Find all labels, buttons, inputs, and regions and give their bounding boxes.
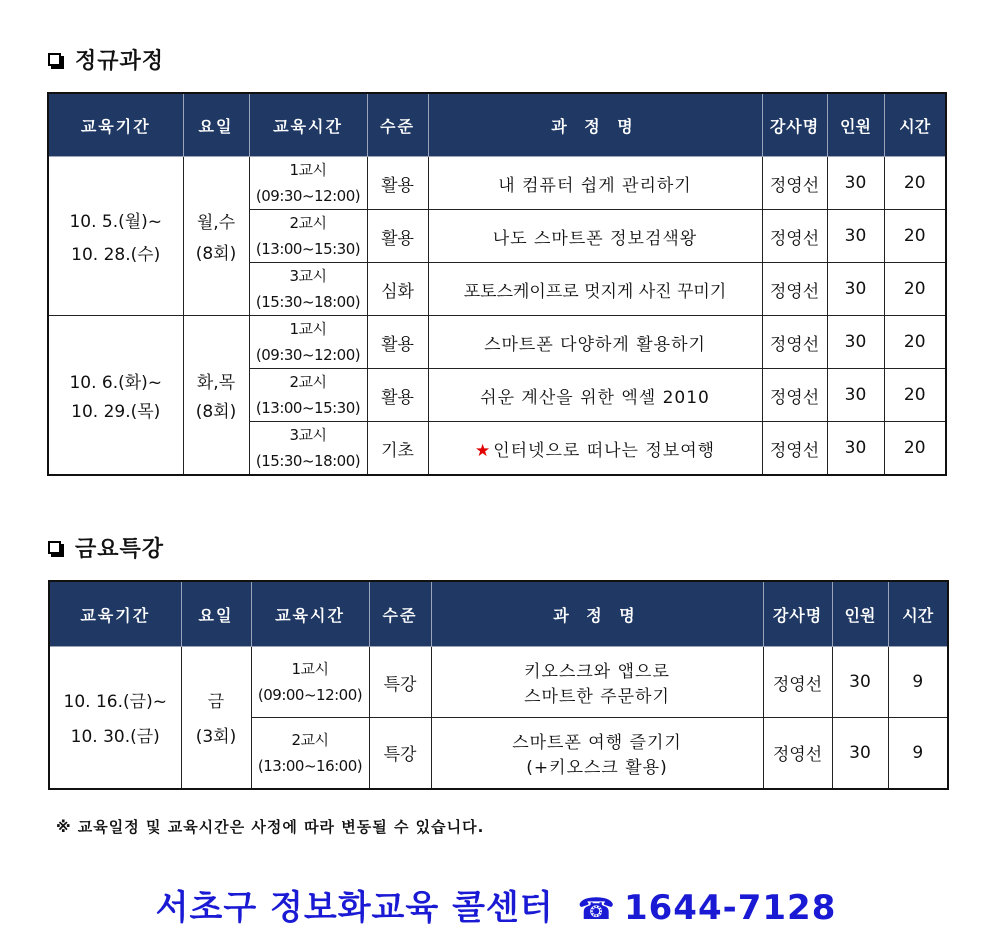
class-time: (09:30~12:00)	[255, 187, 361, 205]
hours-cell: 20	[884, 210, 946, 263]
level-cell: 특강	[369, 718, 431, 789]
header-course: 과 정 명	[428, 93, 762, 157]
header-hours: 시간	[884, 93, 946, 157]
instructor-cell: 정영선	[762, 157, 827, 210]
course-name-line1: 키오스크와 앱으로	[524, 662, 670, 682]
days-label: 화,목	[196, 373, 236, 393]
class-number: 1교시	[291, 660, 329, 678]
call-center-name: 서초구 정보화교육 콜센터	[155, 888, 554, 928]
level-cell: 활용	[367, 210, 428, 263]
capacity-cell: 30	[827, 157, 884, 210]
schedule-change-note: ※ 교육일정 및 교육시간은 사정에 따라 변동될 수 있습니다.	[56, 818, 485, 836]
class-time: (09:00~12:00)	[257, 686, 363, 704]
hours-cell: 9	[888, 718, 948, 789]
class-time-cell	[251, 718, 369, 789]
capacity-cell: 30	[827, 316, 884, 369]
capacity-cell: 30	[827, 210, 884, 263]
course-name-cell	[431, 718, 763, 789]
instructor-cell: 정영선	[762, 263, 827, 316]
course-name: 쉬운 계산을 위한 엑셀 2010	[428, 369, 762, 422]
header-days: 요일	[183, 93, 249, 157]
header-capacity: 인원	[832, 581, 888, 647]
regular-header-row	[48, 93, 946, 157]
level-cell: 활용	[367, 157, 428, 210]
hours-cell: 20	[884, 369, 946, 422]
header-time: 교육시간	[249, 93, 367, 157]
regular-title-text: 정규과정	[75, 49, 165, 74]
header-capacity: 인원	[827, 93, 884, 157]
course-name: 포토스케이프로 멋지게 사진 꾸미기	[428, 263, 762, 316]
hours-cell: 9	[888, 647, 948, 718]
instructor-cell: 정영선	[762, 369, 827, 422]
class-number: 3교시	[289, 267, 327, 285]
class-time-cell	[249, 316, 367, 369]
class-number: 1교시	[289, 320, 327, 338]
period-start: 10. 6.(화)~	[69, 373, 163, 393]
course-name-cell	[431, 647, 763, 718]
class-time: (15:30~18:00)	[255, 293, 361, 311]
class-time: (13:00~15:30)	[255, 399, 361, 417]
instructor-cell: 정영선	[762, 316, 827, 369]
days-cell	[181, 647, 251, 789]
period-cell	[48, 316, 183, 476]
friday-title-text: 금요특강	[75, 537, 165, 562]
class-number: 2교시	[289, 214, 327, 232]
class-time: (13:00~15:30)	[255, 240, 361, 258]
header-hours: 시간	[888, 581, 948, 647]
class-time: (15:30~18:00)	[255, 452, 361, 470]
period-start: 10. 5.(월)~	[69, 212, 163, 232]
square-bullet-icon	[48, 53, 61, 66]
course-name: 인터넷으로 떠나는 정보여행	[493, 440, 716, 461]
header-time: 교육시간	[251, 581, 369, 647]
instructor-cell: 정영선	[762, 422, 827, 476]
header-period: 교육기간	[49, 581, 181, 647]
phone-icon: ☎	[577, 892, 616, 927]
class-time-cell	[249, 369, 367, 422]
header-course: 과 정 명	[431, 581, 763, 647]
level-cell: 활용	[367, 316, 428, 369]
course-name: 내 컴퓨터 쉽게 관리하기	[428, 157, 762, 210]
call-center-phone: 1644-7128	[623, 888, 837, 928]
session-count: (8회)	[195, 402, 237, 422]
level-cell: 활용	[367, 369, 428, 422]
class-number: 3교시	[289, 426, 327, 444]
red-star-icon: ★	[474, 440, 492, 461]
days-label: 월,수	[196, 213, 236, 233]
capacity-cell: 30	[832, 647, 888, 718]
instructor-cell: 정영선	[762, 210, 827, 263]
hours-cell: 20	[884, 263, 946, 316]
days-cell	[183, 157, 249, 316]
period-cell	[48, 157, 183, 316]
period-end: 10. 30.(금)	[70, 727, 160, 748]
class-time-cell	[249, 210, 367, 263]
course-name: 나도 스마트폰 정보검색왕	[428, 210, 762, 263]
capacity-cell: 30	[832, 718, 888, 789]
period-start: 10. 16.(금)~	[63, 692, 167, 713]
class-number: 1교시	[289, 161, 327, 179]
header-days: 요일	[181, 581, 251, 647]
course-name-line2: (+키오스크 활용)	[526, 757, 668, 778]
square-bullet-icon	[48, 541, 61, 554]
level-cell: 기초	[367, 422, 428, 476]
hours-cell: 20	[884, 316, 946, 369]
table-row	[49, 647, 948, 718]
regular-section-title	[48, 44, 164, 75]
session-count: (8회)	[195, 244, 237, 264]
regular-schedule-table	[47, 92, 947, 476]
header-period: 교육기간	[48, 93, 183, 157]
level-cell: 특강	[369, 647, 431, 718]
header-level: 수준	[369, 581, 431, 647]
header-level: 수준	[367, 93, 428, 157]
class-number: 2교시	[289, 373, 327, 391]
instructor-cell: 정영선	[763, 647, 832, 718]
friday-section-title	[48, 532, 164, 563]
friday-header-row	[49, 581, 948, 647]
hours-cell: 20	[884, 422, 946, 476]
days-label: 금	[207, 692, 225, 713]
course-name-cell	[428, 422, 762, 476]
hours-cell: 20	[884, 157, 946, 210]
period-cell	[49, 647, 181, 789]
capacity-cell: 30	[827, 369, 884, 422]
class-time-cell	[251, 647, 369, 718]
period-end: 10. 29.(목)	[71, 402, 161, 422]
friday-schedule-table	[48, 580, 949, 790]
call-center-footer	[0, 880, 992, 929]
period-end: 10. 28.(수)	[71, 245, 161, 265]
class-time-cell	[249, 263, 367, 316]
class-time: (13:00~16:00)	[257, 756, 363, 775]
days-cell	[183, 316, 249, 476]
class-time: (09:30~12:00)	[255, 346, 361, 364]
table-row	[48, 157, 946, 210]
course-name-line2: 스마트한 주문하기	[524, 687, 670, 707]
class-number: 2교시	[291, 730, 329, 749]
course-name-line1: 스마트폰 여행 즐기기	[512, 732, 682, 753]
capacity-cell: 30	[827, 422, 884, 476]
header-instructor: 강사명	[762, 93, 827, 157]
capacity-cell: 30	[827, 263, 884, 316]
table-row	[48, 316, 946, 369]
session-count: (3회)	[195, 727, 237, 748]
course-name: 스마트폰 다양하게 활용하기	[428, 316, 762, 369]
level-cell: 심화	[367, 263, 428, 316]
class-time-cell	[249, 422, 367, 476]
class-time-cell	[249, 157, 367, 210]
header-instructor: 강사명	[763, 581, 832, 647]
instructor-cell: 정영선	[763, 718, 832, 789]
